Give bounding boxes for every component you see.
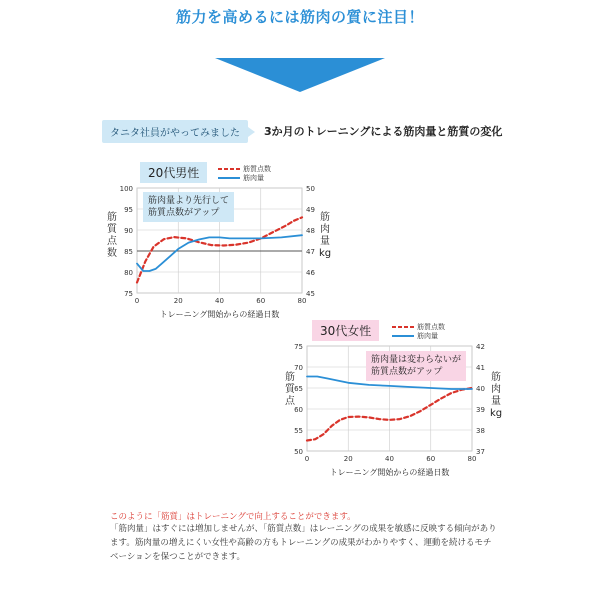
dashed-line-icon [218, 167, 240, 171]
legend-label: 筋質点数 [417, 322, 445, 331]
x-tick-label: 40 [385, 455, 394, 463]
left-tick-label: 80 [124, 269, 133, 277]
legend-label: 筋肉量 [417, 331, 438, 340]
footer-line: ベーションを保つことができます。 [110, 552, 245, 562]
footer-highlight: このように「筋質」はトレーニングで向上することができます。 [110, 512, 356, 522]
chart2-title: 30代女性 [312, 320, 379, 341]
right-tick-label: 42 [476, 343, 485, 351]
dashed-line-icon [392, 325, 414, 329]
chart2-left-axis-label: 筋 質 点 [285, 372, 295, 407]
x-tick-label: 40 [215, 297, 224, 305]
chart2-note [366, 351, 466, 381]
right-tick-label: 48 [306, 227, 315, 235]
chart2-right-axis-label: 筋 肉 量 kg [490, 372, 503, 419]
x-tick-label: 20 [343, 455, 353, 463]
x-tick-label: 60 [426, 455, 436, 463]
left-tick-label: 75 [124, 290, 133, 298]
x-tick-label: 0 [134, 297, 140, 305]
legend-label: 筋質点数 [243, 164, 271, 173]
subtitle: 3か月のトレーニングによる筋肉量と筋質の変化 [264, 125, 503, 138]
footer-text [110, 522, 505, 564]
note-line: 筋質点数がアップ [371, 367, 443, 377]
note-line: 筋肉量は変わらないが [371, 355, 462, 365]
down-arrow-icon [215, 58, 385, 92]
left-tick-label: 95 [124, 206, 133, 214]
right-tick-label: 40 [476, 385, 485, 393]
left-tick-label: 85 [124, 248, 133, 256]
left-tick-label: 60 [294, 406, 303, 414]
right-tick-label: 47 [306, 248, 315, 256]
x-axis-label: トレーニング開始からの経過日数 [329, 468, 450, 477]
left-tick-label: 55 [294, 427, 303, 435]
x-axis-label: トレーニング開始からの経過日数 [159, 310, 280, 319]
chart1-title: 20代男性 [140, 162, 207, 183]
solid-line-icon [392, 334, 414, 338]
left-tick-label: 75 [294, 343, 303, 351]
staff-tag: タニタ社員がやってみました [102, 120, 248, 143]
left-tick-label: 50 [294, 448, 303, 456]
note-line: 筋肉量より先行して [148, 196, 230, 206]
headline: 筋力を高めるには筋肉の質に注目！ [175, 8, 424, 26]
right-tick-label: 50 [306, 185, 315, 193]
x-tick-label: 80 [467, 455, 477, 463]
left-tick-label: 65 [294, 385, 303, 393]
right-tick-label: 45 [306, 290, 315, 298]
right-tick-label: 38 [476, 427, 485, 435]
right-tick-label: 41 [476, 364, 485, 372]
legend-label: 筋肉量 [243, 173, 264, 182]
right-tick-label: 37 [476, 448, 485, 456]
x-tick-label: 20 [173, 297, 183, 305]
left-tick-label: 100 [119, 185, 133, 193]
x-tick-label: 80 [297, 297, 307, 305]
left-tick-label: 90 [124, 227, 133, 235]
chart1-left-axis-label: 筋 質 点 数 [107, 212, 117, 259]
chart1-right-axis-label: 筋 肉 量 kg [319, 212, 332, 259]
footer-line: 「筋肉量」はすぐには増加しませんが、「筋質点数」はレーニングの成果を敏感に反映する傾向があり [110, 524, 497, 534]
subhead [102, 118, 502, 144]
right-tick-label: 39 [476, 406, 485, 414]
footer-line: ます。筋肉量の増えにくい女性や高齢の方もトレーニングの成果がわかりやすく、運動を続けるモチ [110, 538, 492, 548]
x-tick-label: 0 [304, 455, 310, 463]
x-tick-label: 60 [256, 297, 266, 305]
right-tick-label: 46 [306, 269, 315, 277]
solid-line-icon [218, 176, 240, 180]
left-tick-label: 70 [294, 364, 303, 372]
note-line: 筋質点数がアップ [148, 208, 220, 218]
right-tick-label: 49 [306, 206, 315, 214]
chart1-note [143, 192, 234, 222]
